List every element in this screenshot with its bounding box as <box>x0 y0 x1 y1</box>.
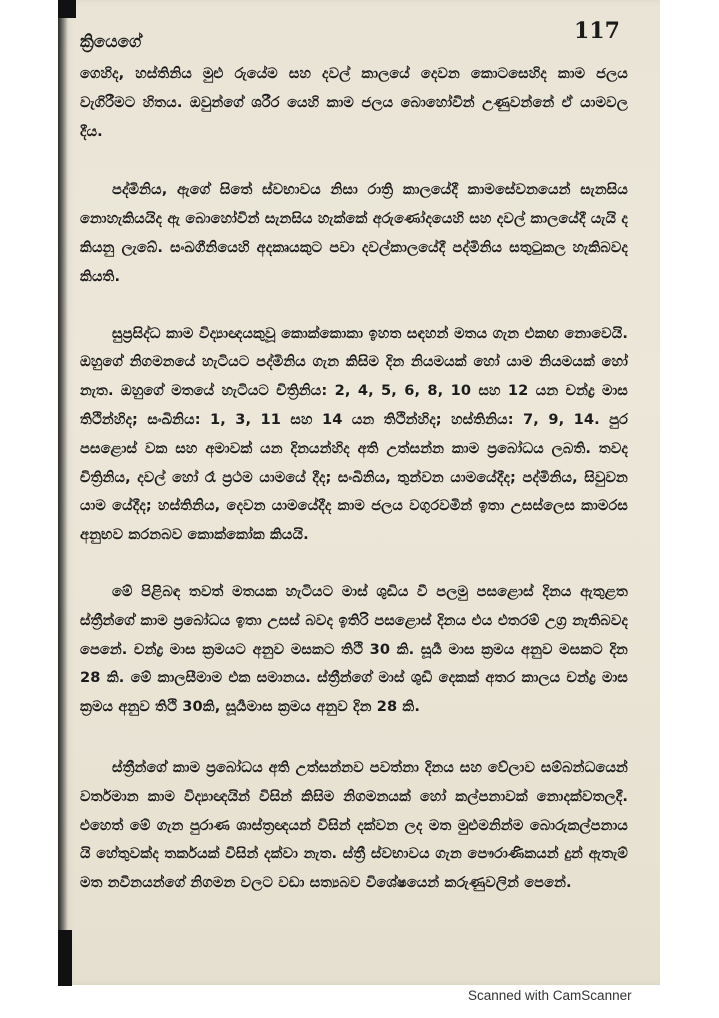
running-header: ක්‍රියෙගේ <box>80 32 142 52</box>
page-number: 117 <box>574 18 620 44</box>
paragraph: මේ පිළිබඳ තවත් මතයක හැටියට මාස් ශුඩිය වී පලමු පසළොස් දිනය ඇතුළත ස්ත්‍රීන්ගේ කාම ප්‍රබෝධය ඉතා උසස් බවද ඉතිරි පසළොස් දිනය එය එතරම් උග්‍ර නැතිබවද පෙනේ. චන්ද්‍ර මාස ක්‍රමයට අනුව මසකට තිථි 30 කි. සූර්‍ය මාස ක්‍රමය අනුව මසකට දින 28 කි. මේ කාලසීමාම එක සමානය. ස්ත්‍රීන්ගේ මාස් ශුඩි දෙකක් අතර කාලය චන්ද්‍ර මාස ක්‍රමය අනුව තිථි 30කි, සූර්‍යමාස ක්‍රමය අනුව දින 28 කි. <box>80 582 628 716</box>
paragraph: පද්මිනිය, ඇගේ සිතේ ස්වභාවය නිසා රාත්‍රි කාලයේදී කාමසේවනයෙන් සැනසිය නොහැකියයිද ඇ බොහෝවින් සැනසිය හැක්කේ අරුණෝදයෙහි සහ දවල් කාලයේදී යැයි ද කියනු ලැබේ. සංඛගීනියෙහි අදකෘයකුට පවා දවල්කාලයේදී පද්මිනිය සතුටුකල හැකිබවද කියති. <box>80 181 628 285</box>
scan-edge-mark <box>58 0 76 18</box>
paragraph: සුප්‍රසිද්ධ කාම විද්‍යාඥයකුවූ කොක්කොකා ඉහත සඳහන් මතය ගැන එකඟ නොවෙයි. ඔහුගේ නිගමනයේ හැටියට පද්මිනිය ගැන කිසිම දින නියමයක් හෝ යාම නියමයක් හෝ නැත. ඔහුගේ මතයේ හැටියට චිත්‍රිනිය: 2, 4, 5, 6, 8, 10 සහ 12 යන චන්ද්‍ර මාස තිථින්හිද; සංඛිනිය: 1, 3, 11 සහ 14 යන තිථින්හිද; හස්තිනිය: 7, 9, 14. පුර පසළොස් වක සහ අමාවක් යන දිනයන්හිද අති උත්සන්න කාම ප්‍රබෝධය ලබති. තවද චිත්‍රිනිය, දවල් හෝ රෑ ප්‍රථම යාමයේ දීද; සංඛිනිය, තුන්වන යාමයේදීද; පද්මිනිය, සිවුවන යාම යේදීද; හස්තිනිය, දෙවන යාමයේදීද කාම ජලය වගුරවමින් ඉතා උසස්ලෙස කාමරස අනුභව කරනබව කොක්කෝක කියයි. <box>80 324 628 544</box>
scan-edge-mark-bottom <box>58 930 72 986</box>
scanner-watermark: Scanned with CamScanner <box>468 988 632 1003</box>
paragraph: ගෙහිද, හස්තිනිය මුළු රුයේම සහ දවල් කාලයේ දෙවන කොටසෙහිද කාම ජලය වැගිරීමට හිතය. ඔවුන්ගේ ශරීර යෙහි කාම ජලය බොහෝවින් උණුවන්නේ ඒ යාමවල දීය. <box>80 65 628 140</box>
book-spine-shadow <box>58 0 68 985</box>
body-text <box>80 60 628 898</box>
paragraph: ස්ත්‍රීන්ගේ කාම ප්‍රබෝධය අති උත්සන්නව පවත්නා දිනය සහ වේලාව සම්බන්ධයෙන් වර්තමාන කාම විද්‍යාඥයින් විසින් කිසිම නිගමනයක් හෝ කල්පනාවක් නොදක්වතලදී. එහෙත් මේ ගැන පුරාණ ශාස්ත්‍රඥයන් විසින් දක්වන ලද මත මුළුමනින්ම බොරුකල්පනාය යි හේතුවක්ද තර්කයක් විසින් දක්වා නැත. ස්ත්‍රී ස්වභාවය ගැන පෞරාණිකයන් දුන් ඇතැම් මත නවීනයන්ගේ නිගමන වලට වඩා සත්‍යබව විශේෂයෙන් කරුණුවලින් පෙනේ. <box>80 758 628 892</box>
